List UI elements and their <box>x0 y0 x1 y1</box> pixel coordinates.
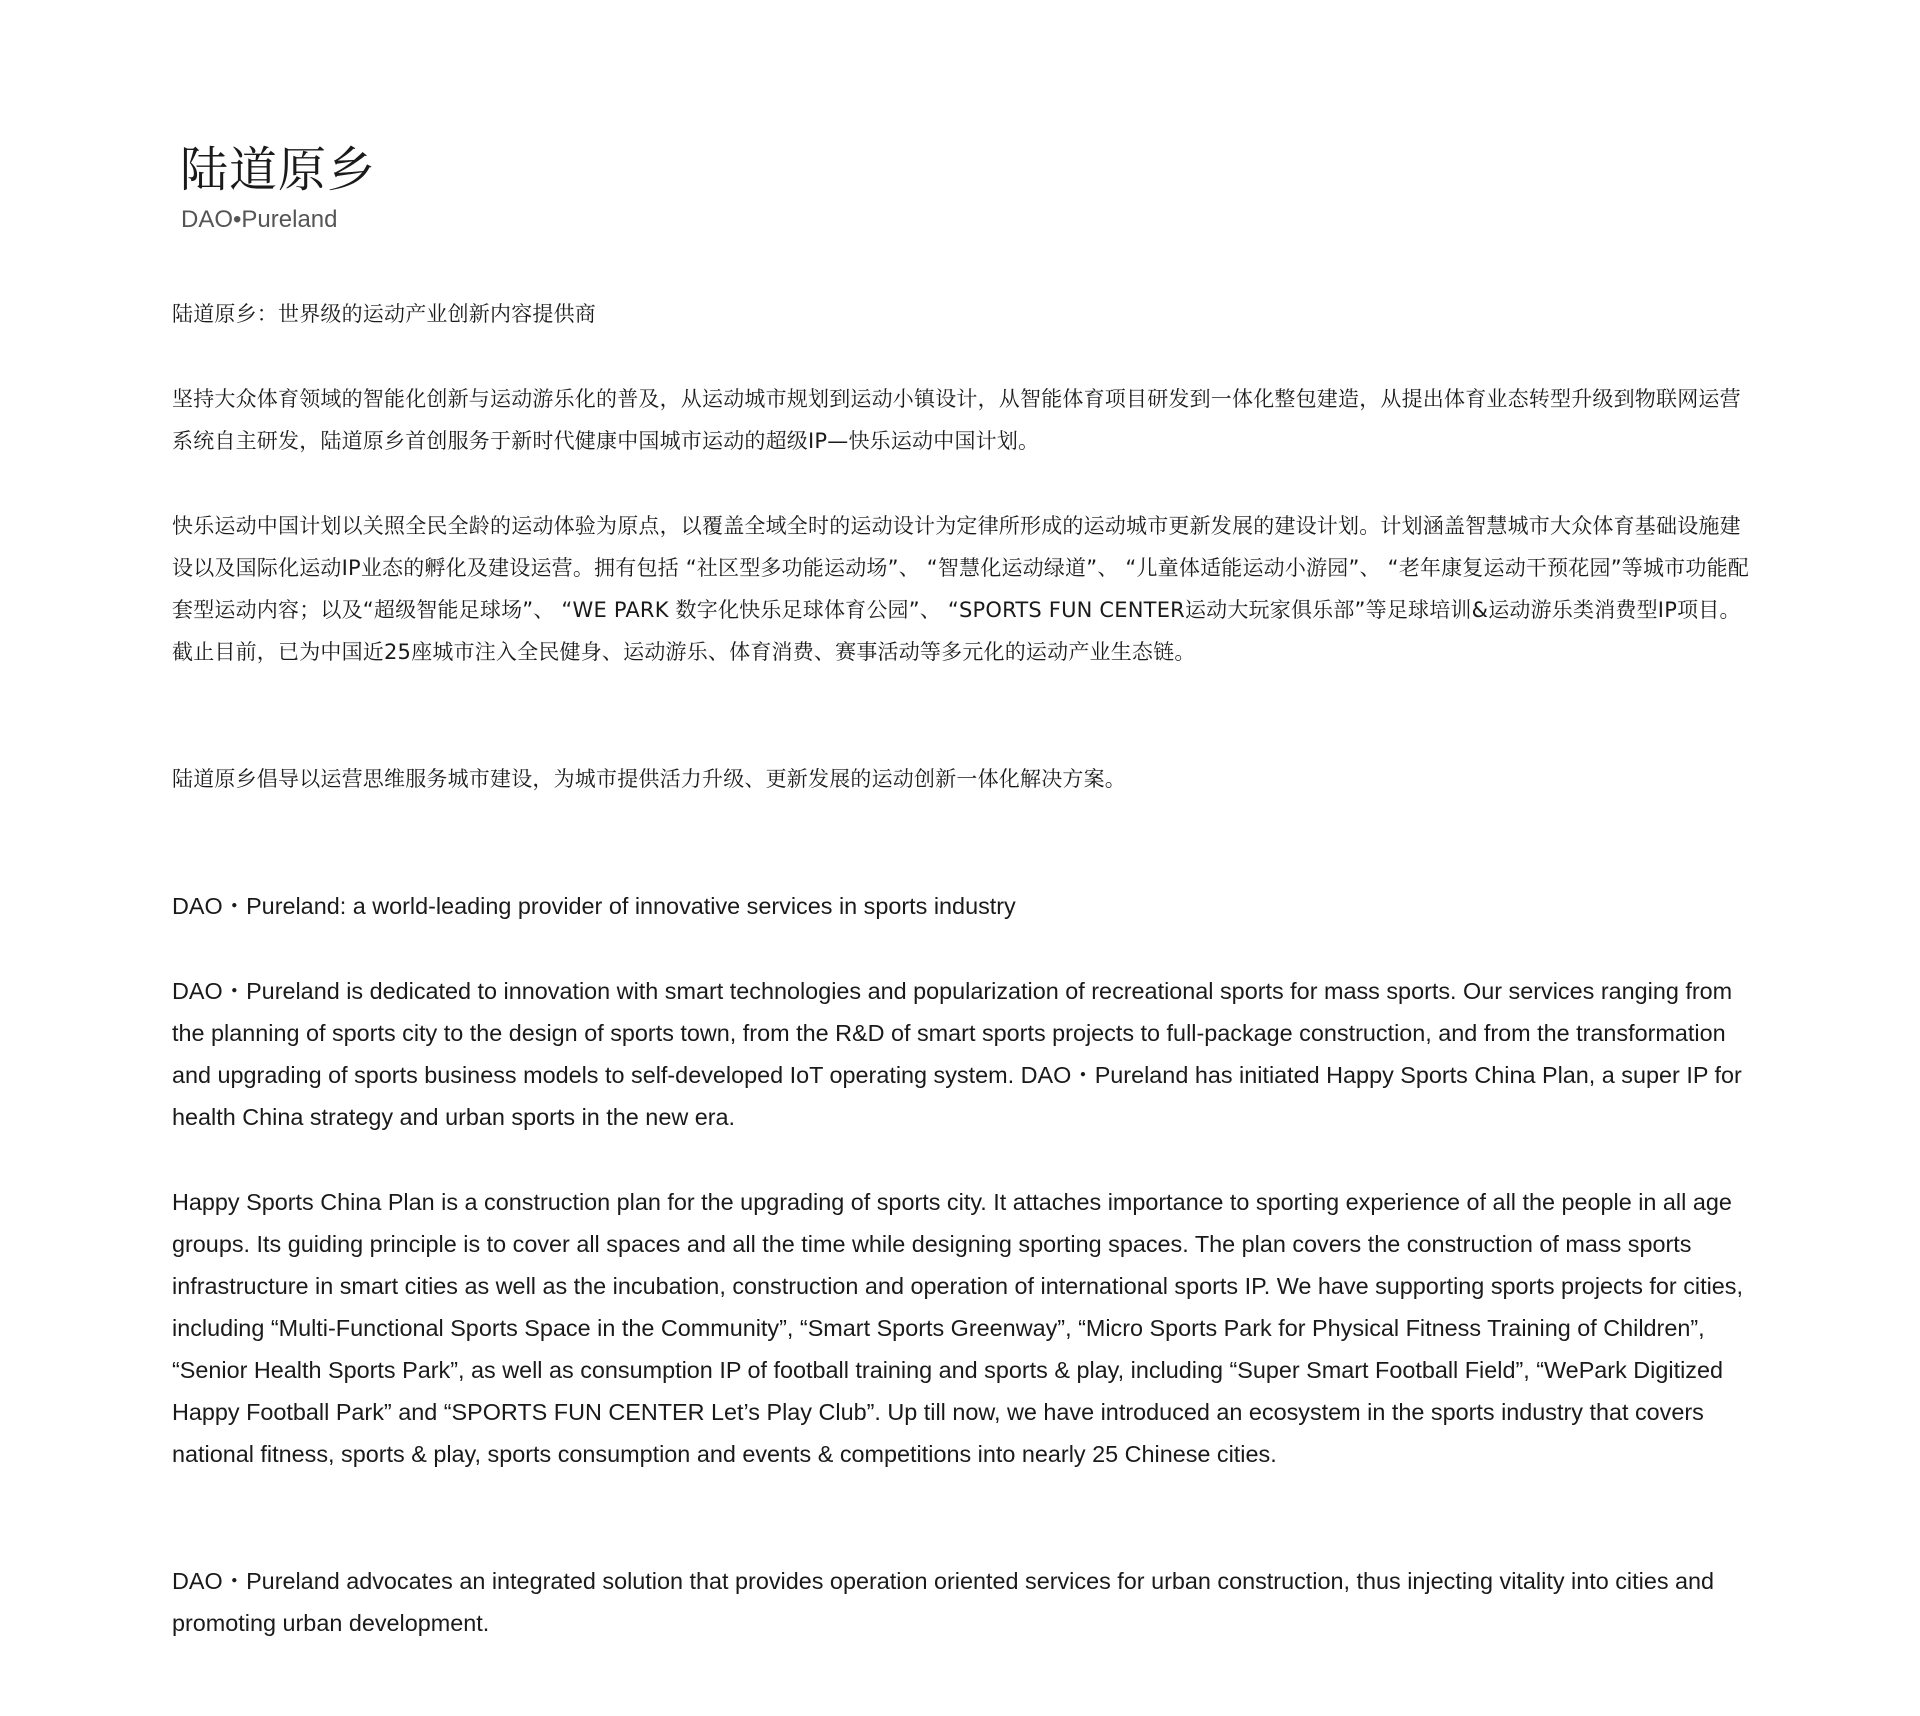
chinese-paragraph-1: 坚持大众体育领域的智能化创新与运动游乐化的普及，从运动城市规划到运动小镇设计，从智能体育项目研发到一体化整包建造，从提出体育业态转型升级到物联网运营系统自主研发，陆道原乡首创服务于新时代健康中国城市运动的超级IP—快乐运动中国计划。 <box>172 387 1741 453</box>
chinese-heading: 陆道原乡：世界级的运动产业创新内容提供商 <box>172 302 596 326</box>
english-paragraph-1: DAO・Pureland is dedicated to innovation with smart technologies and popularization of recreational sports for mass sports. Our services ranging from the planning of sports city to the design of sports town, from the R&D of smart sports projects to full-package construction, and from the transformation and upgrading of sports business models to self-developed IoT operating system. DAO・Pureland has initiated Happy Sports China Plan, a super IP for health China strategy and urban sports in the new era. <box>172 978 1742 1130</box>
english-heading: DAO・Pureland: a world-leading provider of innovative services in sports industry <box>172 893 1016 919</box>
english-paragraph-3: DAO・Pureland advocates an integrated solution that provides operation oriented services for urban construction, thus injecting vitality into cities and promoting urban development. <box>172 1568 1715 1636</box>
brand-title: 陆道原乡 <box>180 142 377 198</box>
brand-subtitle: DAO•Pureland <box>181 206 338 233</box>
chinese-paragraph-2: 快乐运动中国计划以关照全民全龄的运动体验为原点，以覆盖全域全时的运动设计为定律所形成的运动城市更新发展的建设计划。计划涵盖智慧城市大众体育基础设施建设以及国际化运动IP业态的孵化及建设运营。拥有包括 “社区型多功能运动场”、 “智慧化运动绿道”、 “儿童体适能运动小游园”、 “老年康复运动干预花园”等城市功能配套型运动内容；以及“超级智能足球场”、 “WE PARK 数字化快乐足球体育公园”、 “SPORTS FUN CENTER运动大玩家俱乐部”等足球培训&运动游乐类消费型IP项目。截止目前，已为中国近25座城市注入全民健身、运动游乐、体育消费、赛事活动等多元化的运动产业生态链。 <box>172 514 1749 664</box>
chinese-paragraph-3: 陆道原乡倡导以运营思维服务城市建设，为城市提供活力升级、更新发展的运动创新一体化解决方案。 <box>172 767 1126 791</box>
english-paragraph-2: Happy Sports China Plan is a construction plan for the upgrading of sports city. It attaches importance to sporting experience of all the people in all age groups. Its guiding principle is to cover all spaces and all the time while designing sporting spaces. The plan covers the construction of mass sports infrastructure in smart cities as well as the incubation, construction and operation of international sports IP. We have supporting sports projects for cities, including “Multi-Functional Sports Space in the Community”, “Smart Sports Greenway”, “Micro Sports Park for Physical Fitness Training of Children”, “Senior Health Sports Park”, as well as consumption IP of football training and sports & play, including “Super Smart Football Field”, “WePark Digitized Happy Football Park” and “SPORTS FUN CENTER Let’s Play Club”. Up till now, we have introduced an ecosystem in the sports industry that covers national fitness, sports & play, sports consumption and events & competitions into nearly 25 Chinese cities. <box>172 1189 1743 1467</box>
